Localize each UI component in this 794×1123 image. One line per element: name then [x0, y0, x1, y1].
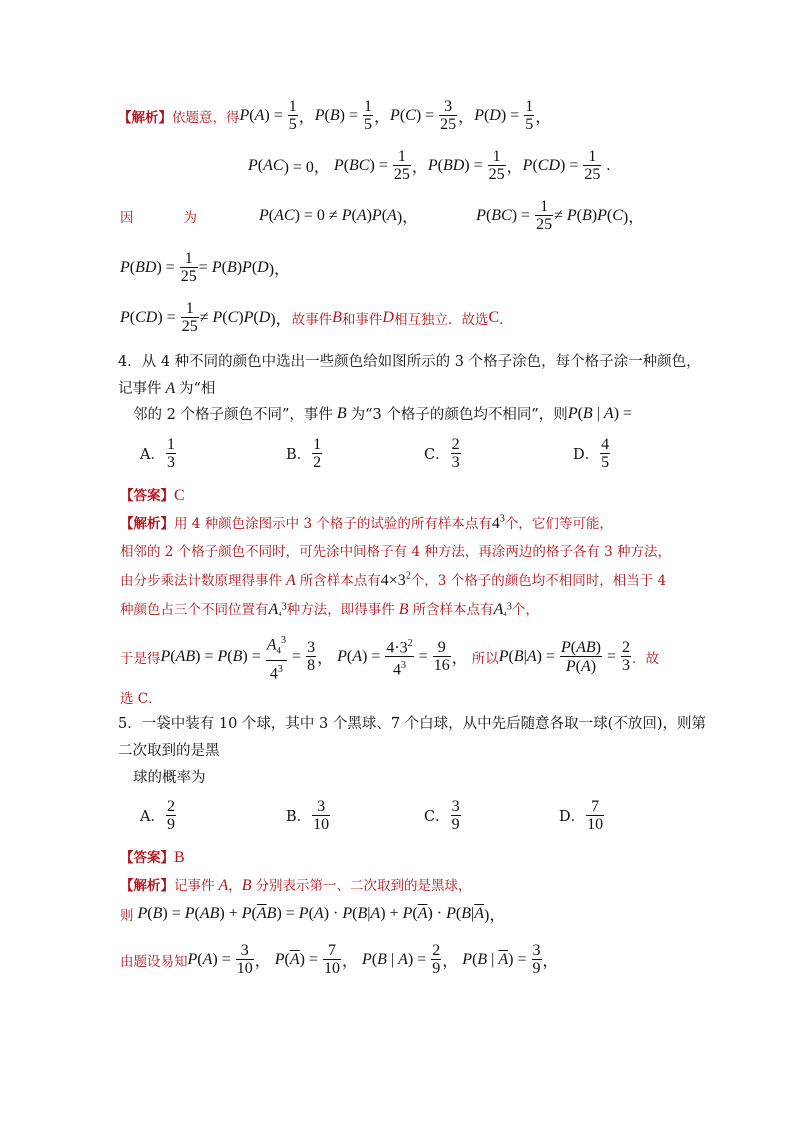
q5-line-3: 球的概率为	[133, 770, 206, 786]
analysis-line-1: 【解析】 依题意，得 P ( A ) = $\frac{1}{5}$ ， P ( B ) = $\frac{1}{5}$ ， P ( C ) = $\frac{3}{25}$ ， P ( D ) = $\frac{1}{5}$ ，	[118, 98, 552, 133]
q4-number: 4．	[118, 354, 142, 370]
analysis-line-5: P ( CD ) = $\frac{1}{25}$ ≠ P ( C ) P ( D )， 故事件 B 和事件 D 相互独立．故选 C ．	[120, 300, 513, 335]
q4-analysis-line-4: 种颜色占三个不同位置有A₄$^3$种方法，即得事件 B 所含样本点有A₄$^3$个，	[120, 601, 539, 618]
q4-analysis-line-1: 【解析】用 4 种颜色涂图示中 3 个格子的试验的所有样本点有$4^3$个，它们等可能，	[120, 513, 613, 532]
analysis-line-2: P ( AC ) = 0， P ( BC ) = $\frac{1}{25}$ ， P ( BD ) = $\frac{1}{25}$ ， P ( CD ) = $\frac{1}{25}$ .	[248, 148, 611, 183]
analysis-line-3: 因 为 P ( AC ) = 0 ≠ P ( A ) P ( A )， P ( BC ) = $\frac{1}{25}$ ≠ P ( B ) P ( C )，	[120, 198, 645, 233]
q5-line-1: 5．一袋中装有 10 个球，其中 3 个黑球、7 个白球，从中先后随意各取一球(不放回)，则第	[118, 716, 706, 732]
q4-line-1: 4．从 4 种不同的颜色中选出一些颜色给如图所示的 3 个格子涂色，每个格子涂一种颜色，	[118, 354, 701, 370]
analysis-intro: 依题意，得	[172, 109, 240, 126]
q4-line-3: 邻的 2 个格子颜色不同”，事件 B 为“3 个格子的颜色均不相同”，则 P ( B | A ) =	[133, 404, 633, 423]
q5-line-2: 二次取到的是黑	[118, 743, 220, 759]
q4-analysis-line-2: 相邻的 2 个格子颜色不同时，可先涂中间格子有 4 种方法，再涂两边的格子各有 3 种方法，	[120, 544, 672, 560]
q5-analysis-line-2: 则 P ( B ) = P ( AB ) + P ( $\overline{A}$ B ) = P ( A ) · P ( B | A ) + P ( $\overline{A}$ ) · P ( B | $\overline{A}$ )，	[120, 904, 506, 924]
q5-option-d[interactable]: D． $\frac{7}{10}$	[559, 798, 604, 833]
q5-option-c[interactable]: C． $\frac{3}{9}$	[424, 798, 460, 833]
q4-analysis-line-6: 选 C．	[120, 691, 162, 707]
q5-analysis-line-1: 【解析】记事件 A，B 分别表示第一、二次取到的是黑球，	[120, 877, 472, 894]
because-text: 因	[120, 209, 134, 226]
q5-option-b[interactable]: B． $\frac{3}{10}$	[286, 798, 330, 833]
analysis-tag: 【解析】	[118, 109, 172, 126]
q4-answer: 【答案】C	[120, 487, 185, 504]
q4-option-c[interactable]: C． $\frac{2}{3}$	[424, 436, 460, 471]
q4-line-2: 记事件 A 为“相	[118, 380, 216, 397]
q5-analysis-line-3: 由题设易知 P ( A ) = $\frac{3}{10}$ ， P ( $\overline{A}$ ) = $\frac{7}{10}$ ， P ( B | A ) = $\frac{2}{9}$ ， P ( B | $\overline{A}$ ) = $\frac{3}{9}$ ，	[120, 942, 559, 977]
q5-option-a[interactable]: A． $\frac{2}{9}$	[140, 798, 175, 833]
q4-option-d[interactable]: D． $\frac{4}{5}$	[573, 436, 610, 471]
q4-option-a[interactable]: A． $\frac{1}{3}$	[140, 436, 175, 471]
q5-answer: 【答案】B	[120, 849, 185, 866]
q4-analysis-line-3: 由分步乘法计数原理得事件 A 所含样本点有$4\times 3^2$个，3 个格子的颜色均不相同时，相当于 4	[120, 570, 667, 589]
q4-option-b[interactable]: B． $\frac{1}{2}$	[286, 436, 322, 471]
q5-number: 5．	[118, 716, 142, 732]
analysis-line-4: P ( BD ) = $\frac{1}{25}$ = P ( B ) P ( D )，	[120, 250, 291, 285]
q4-analysis-line-5: 于是得 P ( AB ) = P ( B ) = $\frac{A_4^3}{4^3}$ = $\frac{3}{8}$ ， P ( A ) = $\frac{4\cdot 3^2}{4^3}$ = $\frac{9}{16}$ ， 所以 P ( B | A ) = $\frac{P(AB)}{P(A)}$ = $\frac{2}{3}$ ．故	[120, 635, 659, 682]
